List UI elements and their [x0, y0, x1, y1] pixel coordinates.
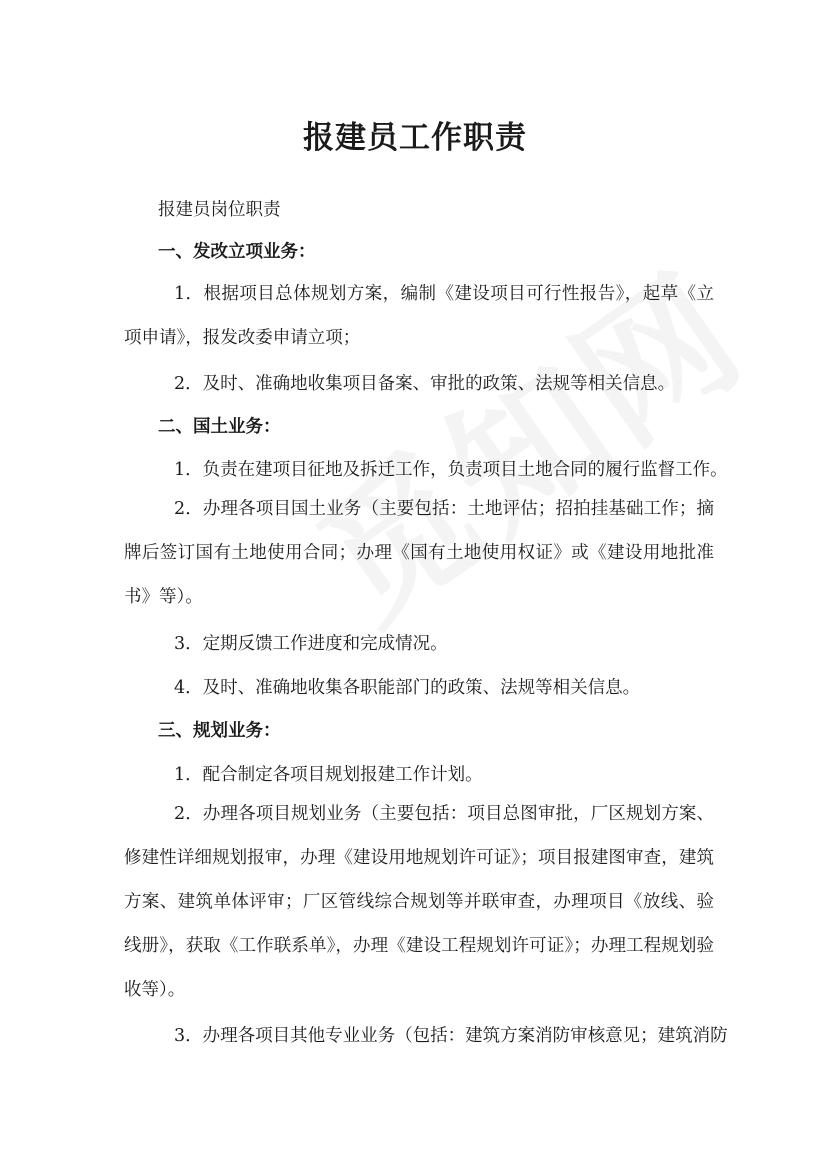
- section-2-item-2: 2．办理各项目国土业务（主要包括：土地评估；招拍挂基础工作；摘牌后签订国有土地使用合同；办理《国有土地使用权证》或《建设用地批准书》等）。: [124, 499, 714, 607]
- section-heading-2: 二、国土业务：: [158, 417, 281, 437]
- section-3-item-3: 3．办理各项目其他专业业务（包括：建筑方案消防审核意见；建筑消防: [174, 1026, 728, 1046]
- section-1-item-2: 2．及时、准确地收集项目备案、审批的政策、法规等相关信息。: [174, 374, 676, 394]
- section-2-item-1: 1．负责在建项目征地及拆迁工作，负责项目土地合同的履行监督工作。: [174, 460, 728, 480]
- section-2-item-4: 4．及时、准确地收集各职能部门的政策、法规等相关信息。: [174, 678, 641, 698]
- page-title: 报建员工作职责: [303, 120, 527, 156]
- section-2-item-3: 3．定期反馈工作进度和完成情况。: [174, 634, 448, 654]
- section-heading-1: 一、发改立项业务：: [158, 242, 316, 262]
- section-3-item-1: 1．配合制定各项目规划报建工作计划。: [174, 765, 483, 785]
- section-3-item-2: 2．办理各项目规划业务（主要包括：项目总图审批，厂区规划方案、修建性详细规划报审，办理《建设用地规划许可证》；项目报建图审查，建筑方案、建筑单体评审；厂区管线综合规划等并联审查，办理项目《放线、验线册》，获取《工作联系单》，办理《建设工程规划许可证》；办理工程规划验收等）。: [124, 804, 714, 1000]
- subtitle: 报建员岗位职责: [158, 200, 281, 220]
- section-heading-3: 三、规划业务：: [158, 721, 281, 741]
- section-1-item-1: 1．根据项目总体规划方案，编制《建设项目可行性报告》，起草《立项申请》，报发改委申请立项；: [124, 284, 714, 348]
